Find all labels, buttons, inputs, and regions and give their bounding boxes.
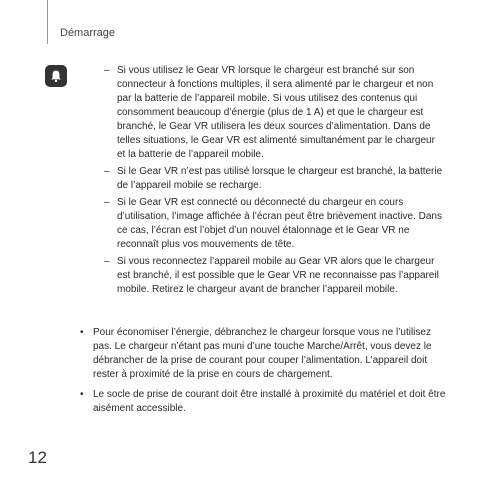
list-item-text: Pour économiser l’énergie, débranchez le chargeur lorsque vous ne l’utilisez pas. Le chargeur n’étant pas muni d’une touche Marche/Arrêt, vous devez le débrancher de la prise de courant pour couper l’alimentation. L’appareil doit rester à proximité de la prise en cours de chargement.: [93, 327, 432, 380]
dash-marker: –: [104, 197, 110, 208]
bullet-marker: •: [80, 389, 84, 400]
list-item: [104, 255, 444, 297]
dash-marker: –: [104, 166, 110, 177]
bullet-marker: •: [80, 327, 84, 338]
list-item-text: Si le Gear VR est connecté ou déconnecté du chargeur en cours d’utilisation, l’image affichée à l’écran peut être brièvement inactive. Dans ce cas, l’écran est l’objet d’un nouvel étalonnage et le Gear VR ne reconnaît plus vos mouvements de tête.: [117, 197, 442, 250]
bullet-list: [80, 326, 450, 422]
dash-marker: –: [104, 65, 110, 76]
list-item-text: Si le Gear VR n’est pas utilisé lorsque le chargeur est branché, la batterie de l’appareil mobile se recharge.: [117, 166, 443, 191]
list-item: [104, 196, 444, 252]
bell-icon: [45, 65, 67, 87]
page-number: 12: [28, 448, 47, 467]
list-item: [80, 388, 450, 416]
note-sublist: [104, 64, 444, 300]
list-item: [80, 326, 450, 382]
list-item: [104, 64, 444, 162]
dash-marker: –: [104, 256, 110, 267]
list-item-text: Si vous utilisez le Gear VR lorsque le chargeur est branché sur son connecteur à fonctions multiples, il sera alimenté par le chargeur et non par la batterie de l’appareil mobile. Si vous utilisez des contenus qui consomment beaucoup d’énergie (plus de 1 A) et que le chargeur est branché, le Gear VR utilisera les deux sources d’alimentation. Dans de telles situations, le Gear VR est alimenté simultanément par le chargeur et la batterie de l’appareil mobile.: [117, 65, 435, 160]
header-rule: [47, 0, 48, 44]
list-item-text: Le socle de prise de courant doit être installé à proximité du matériel et doit être aisément accessible.: [93, 389, 446, 414]
section-title: Démarrage: [60, 27, 116, 39]
list-item-text: Si vous reconnectez l’appareil mobile au Gear VR alors que le chargeur est branché, il est possible que le Gear VR ne reconnaisse pas l’appareil mobile. Retirez le chargeur avant de brancher l’appareil mobile.: [117, 256, 439, 295]
list-item: [104, 165, 444, 193]
